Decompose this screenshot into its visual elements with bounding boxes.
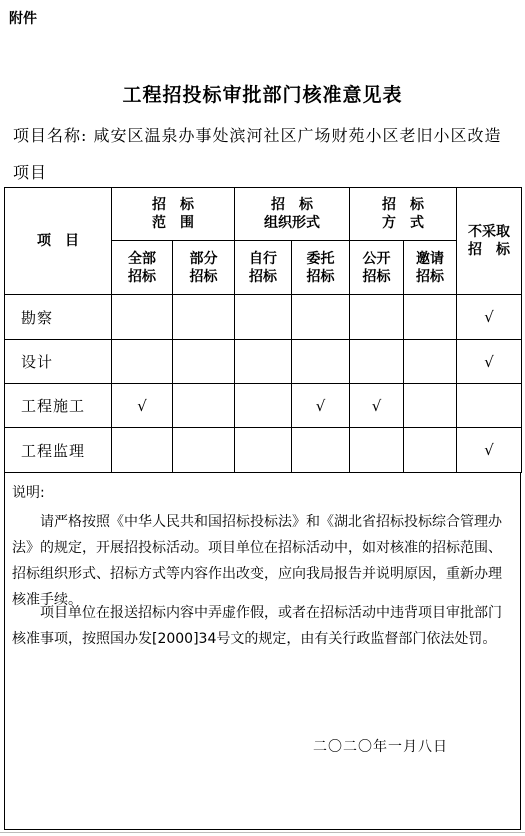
approval-table xyxy=(4,187,522,473)
notes-section xyxy=(4,472,521,830)
check-cell xyxy=(350,340,404,384)
check-cell: √ xyxy=(350,384,404,428)
table-row xyxy=(5,340,522,384)
header-invited-bid: 邀请 招标 xyxy=(404,241,457,295)
check-cell: √ xyxy=(112,384,173,428)
check-cell xyxy=(404,340,457,384)
project-name xyxy=(13,117,518,191)
header-partial-bid: 部分 招标 xyxy=(173,241,235,295)
check-cell xyxy=(350,295,404,340)
attachment-label: 附件 xyxy=(9,11,37,27)
notes-paragraph-2: 项目单位在报送招标内容中弄虚作假，或者在招标活动中违背项目审批部门核准事项，按照国办发[2000]34号文的规定，由有关行政监督部门依法处罚。 xyxy=(12,605,502,647)
check-cell: √ xyxy=(457,340,522,384)
check-cell: √ xyxy=(457,295,522,340)
table-row xyxy=(5,428,522,473)
check-cell xyxy=(350,428,404,473)
header-all-bid: 全部 招标 xyxy=(112,241,173,295)
check-cell: √ xyxy=(292,384,350,428)
header-bid-method: 招 标 方 式 xyxy=(350,188,457,241)
header-bid-organization: 招 标 组织形式 xyxy=(235,188,350,241)
row-name: 工程施工 xyxy=(5,384,112,428)
check-cell xyxy=(404,295,457,340)
check-cell xyxy=(292,428,350,473)
check-cell xyxy=(173,428,235,473)
check-cell xyxy=(235,340,292,384)
page-edge-divider xyxy=(0,832,525,833)
check-cell xyxy=(173,295,235,340)
check-cell: √ xyxy=(457,428,522,473)
check-cell xyxy=(292,295,350,340)
header-public-bid: 公开 招标 xyxy=(350,241,404,295)
check-cell xyxy=(235,295,292,340)
notes-paragraph-1: 请严格按照《中华人民共和国招标投标法》和《湖北省招标投标综合管理办法》的规定，开展招投标活动。项目单位在招标活动中，如对核准的招标范围、招标组织形式、招标方式等内容作出改变，应向我局报告并说明原因，重新办理核准手续。 xyxy=(12,514,502,608)
header-no-bid: 不采取 招 标 xyxy=(457,188,522,295)
table-row xyxy=(5,295,522,340)
check-cell xyxy=(404,384,457,428)
header-entrusted-bid: 委托 招标 xyxy=(292,241,350,295)
header-bid-scope: 招 标 范 围 xyxy=(112,188,235,241)
project-name-label: 项目名称: xyxy=(13,126,88,145)
check-cell xyxy=(235,384,292,428)
check-cell xyxy=(112,340,173,384)
check-cell xyxy=(173,384,235,428)
header-item: 项 目 xyxy=(5,188,112,295)
check-cell xyxy=(112,428,173,473)
check-cell xyxy=(404,428,457,473)
check-cell xyxy=(173,340,235,384)
form-title: 工程招投标审批部门核准意见表 xyxy=(122,84,403,106)
row-name: 设计 xyxy=(5,340,112,384)
row-name: 勘察 xyxy=(5,295,112,340)
project-name-value: 咸安区温泉办事处滨河社区广场财苑小区老旧小区改造项目 xyxy=(13,126,502,182)
table-row xyxy=(5,384,522,428)
check-cell xyxy=(235,428,292,473)
check-cell xyxy=(112,295,173,340)
header-self-bid: 自行 招标 xyxy=(235,241,292,295)
check-cell xyxy=(457,384,522,428)
issue-date: 二〇二〇年一月八日 xyxy=(313,739,448,755)
check-cell xyxy=(292,340,350,384)
notes-label: 说明: xyxy=(12,485,45,501)
row-name: 工程监理 xyxy=(5,428,112,473)
